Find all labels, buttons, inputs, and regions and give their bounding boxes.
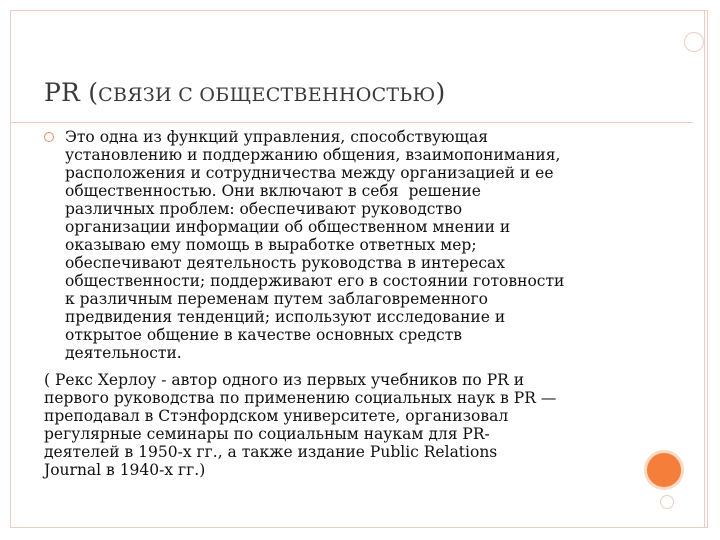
note-line: Journal в 1940-х гг.) bbox=[44, 461, 206, 479]
note-line: регулярные семинары по социальным наукам для PR- bbox=[44, 425, 490, 443]
decorative-circle-small bbox=[660, 495, 674, 509]
bullet-line: общественностью. Они включают в себя решение bbox=[65, 182, 481, 200]
title-divider bbox=[10, 122, 693, 123]
decorative-circle-top bbox=[684, 32, 704, 52]
note-line: первого руководства по применению социальных наук в PR — bbox=[44, 389, 557, 407]
frame-vertical-line bbox=[704, 11, 705, 527]
bullet-line: предвидения тенденций; используют исследование и bbox=[65, 308, 506, 326]
source-note bbox=[44, 371, 644, 479]
bullet-line: открытое общение в качестве основных средств bbox=[65, 326, 462, 344]
bullet-line: различных проблем: обеспечивают руководство bbox=[65, 200, 463, 218]
bullet-text bbox=[44, 128, 644, 362]
bullet-line: оказываю ему помощь в выработке ответных мер; bbox=[65, 236, 477, 254]
bullet-line: расположения и сотрудничества между организацией и ее bbox=[65, 164, 554, 182]
bullet-line: обеспечивают деятельность руководства в интересах bbox=[65, 254, 506, 272]
bullet-line: установлению и поддержанию общения, взаимопонимания, bbox=[65, 146, 561, 164]
note-line: ( Рекс Херлоу - автор одного из первых учебников по PR и bbox=[44, 371, 525, 389]
decorative-orange-circle bbox=[644, 450, 684, 490]
title-main: PR ( bbox=[44, 78, 99, 107]
circle-bullet-icon bbox=[44, 132, 54, 142]
bullet-line: деятельности. bbox=[65, 344, 182, 362]
title-smallcaps: СВЯЗИ С ОБЩЕСТВЕННОСТЬЮ bbox=[98, 84, 436, 106]
bullet-line: к различным переменам путем заблаговременного bbox=[65, 290, 488, 308]
title-end: ) bbox=[435, 78, 446, 107]
note-line: деятелей в 1950-х гг., а также издание Public Relations bbox=[44, 443, 498, 461]
bullet-line: общественности; поддерживают его в состоянии готовности bbox=[65, 272, 565, 290]
bullet-line: Это одна из функций управления, способствующая bbox=[65, 128, 488, 146]
bullet-item bbox=[44, 128, 644, 362]
note-line: преподавал в Стэнфордском университете, организовал bbox=[44, 407, 509, 425]
bullet-line: организации информации об общественном мнении и bbox=[65, 218, 511, 236]
slide-title bbox=[44, 78, 445, 107]
